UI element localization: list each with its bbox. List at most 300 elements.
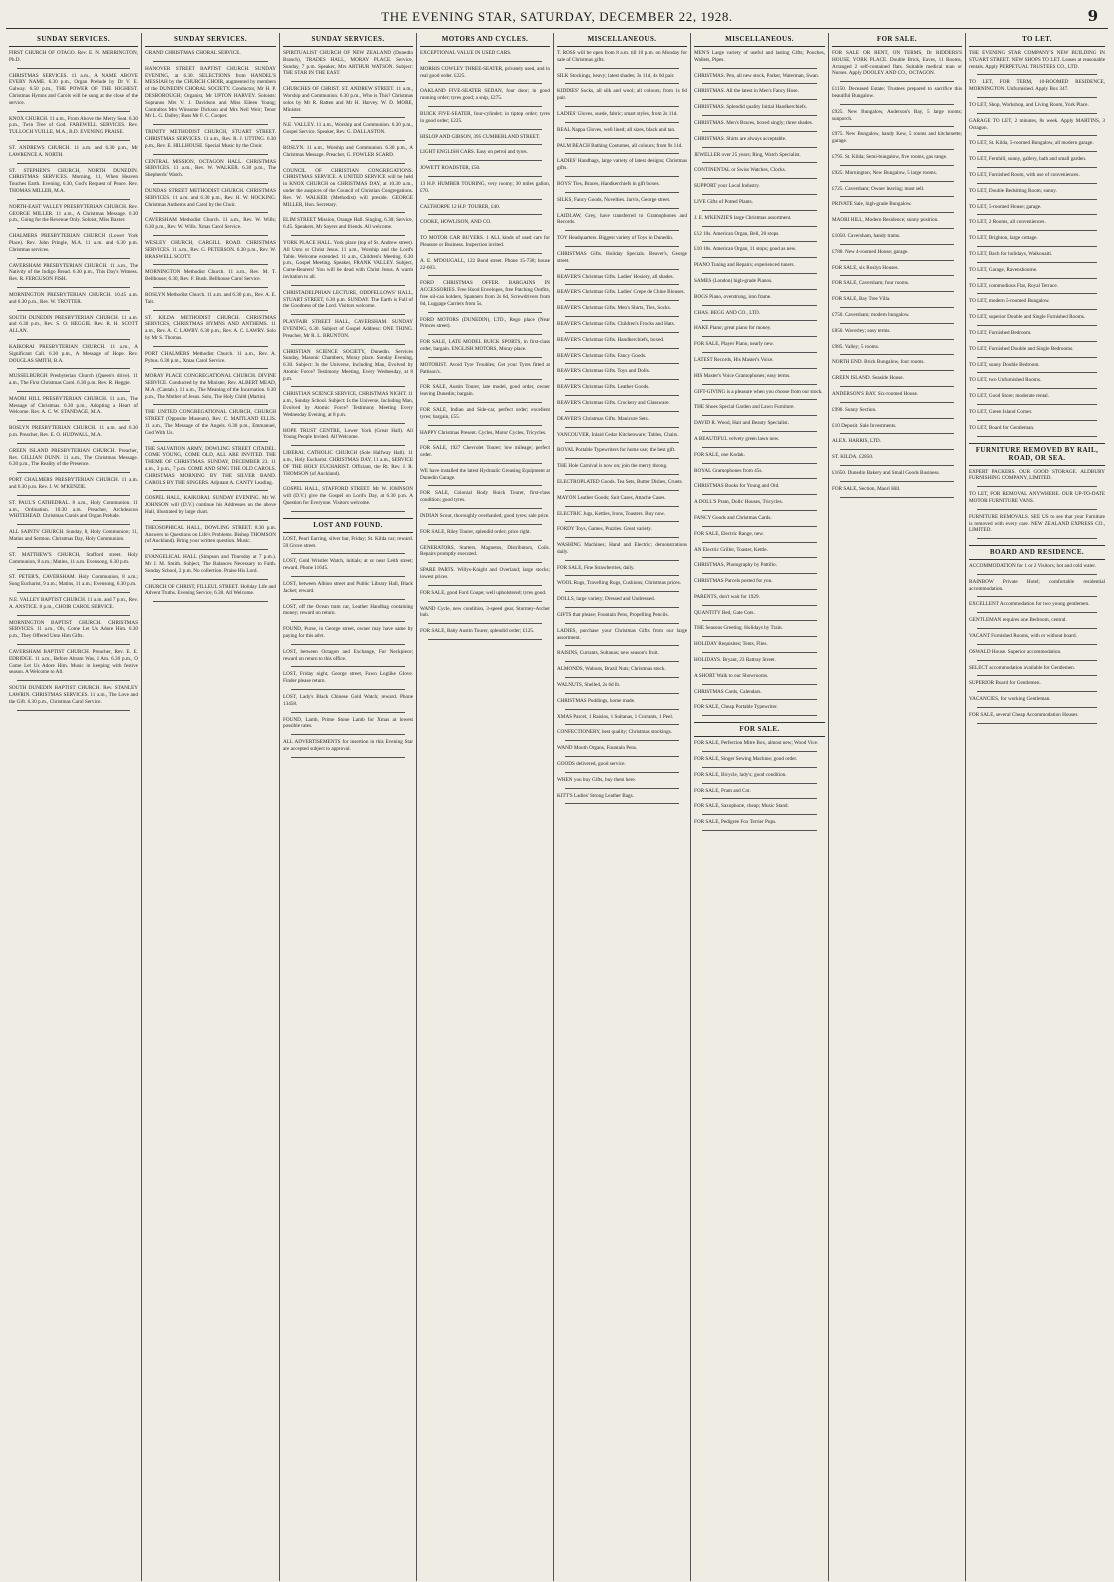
column-sunday-services-1 <box>6 33 142 1581</box>
classified-ad: CHRISTIAN SCIENCE SOCIETY, Dunedin. Services Sunday, Masonic Chambers, Moray place. Sunday Evening, 6.30. Subject: Is the Universe, Including Man, Evolved by Atomic Force? Testimony Meeting, Every Wednesday, at 8 p.m. <box>283 348 413 382</box>
ad-divider <box>153 264 268 265</box>
classified-ad: £10 Deposit. Sale Investments. <box>832 422 897 429</box>
classified-ad: ALEX. HARRIS, LTD. <box>832 438 881 445</box>
classified-ad: ST. KILDA. £2850. <box>832 454 874 461</box>
classified-ad: BEAVER'S Christmas Gifts. Crockery and Glassware. <box>557 399 670 406</box>
ad-divider <box>291 344 405 345</box>
ad-divider <box>17 111 130 112</box>
classified-ad: THEOSOPHICAL HALL, DOWLING STREET. 8.30 p.m. Answers to Questions on Life's Problems. Bishop THOMSON (of Auckland). Bring your written question. Music. <box>145 524 276 545</box>
ad-divider <box>153 601 268 602</box>
classified-ad: THE Hole Carnival is now on; join the merry throng. <box>557 463 668 470</box>
ad-divider <box>428 639 542 640</box>
ad-divider <box>702 115 817 116</box>
classified-ad: FOR SALE, Pram and Cot. <box>694 787 751 794</box>
ad-divider <box>702 384 817 385</box>
ad-divider <box>17 258 130 259</box>
classified-ad: BEAVER'S Christmas Gifts. Toys and Dolls. <box>557 368 651 375</box>
ad-divider <box>17 547 130 548</box>
classified-ad: OAKLAND FIVE-SEATER SEDAN, four door; in good running order; tyres good; a snip, £275. <box>420 88 550 102</box>
ad-divider <box>428 425 542 426</box>
ad-divider <box>291 445 405 446</box>
ad-divider <box>17 420 130 421</box>
classified-ad: THE Shoes Special Garden and Lawn Furniture. <box>694 404 795 411</box>
masthead-title: THE EVENING STAR, SATURDAY, DECEMBER 22, 1928. <box>381 9 733 24</box>
ad-divider <box>840 104 954 105</box>
ad-divider <box>17 391 130 392</box>
ad-divider <box>565 474 679 475</box>
classified-ad: FOR SALE, Indian and Side-car, perfect order; excellent tyres; bargain, £55. <box>420 406 550 420</box>
ad-divider <box>428 562 542 563</box>
ad-divider <box>840 275 954 276</box>
classified-ad: CHRISTMAS SERVICES. 11 a.m., A NAME ABOVE EVERY NAME. 6.30 p.m., Organ Prelude by Dr V. E. Galway. 6.50 p.m., THE POWER OF THE HIGHEST. Christmas Hymns and Carols will be sung at the close of the service. <box>9 72 138 106</box>
column-header: SUNDAY SERVICES. <box>145 33 276 47</box>
classified-ad: £975. New Bungalow, handy Kew, 5 rooms and kitchenette; garage. <box>832 131 962 145</box>
ad-divider <box>428 176 542 177</box>
classified-ad: FOR SALE, Baby Austin Tourer, splendid order; £125. <box>420 628 535 635</box>
ad-divider <box>428 334 542 335</box>
ad-divider <box>291 712 405 713</box>
classified-ad: NORTH END. Brick Bungalow, four rooms. <box>832 359 925 366</box>
ad-divider <box>17 163 130 164</box>
ad-divider <box>428 83 542 84</box>
ad-divider <box>565 411 679 412</box>
classified-ad: BEAVER'S Christmas Gifts. Ladies' Hosiery, all shades. <box>557 273 674 280</box>
ad-divider <box>153 124 268 125</box>
classified-ad: WE have installed the latest Hydraulic Greasing Equipment at Dunedin Garage. <box>420 467 550 481</box>
classified-ad: KAIKORAI PRESBYTERIAN CHURCH. 11 a.m., A Significant Call. 6.30 p.m., A Message of Hope. Rev. DOUGLAS SMITH, B.A. <box>9 343 138 364</box>
ad-divider <box>702 605 817 606</box>
classified-ad: ALL SAINTS' CHURCH. Sunday, 8, Holy Communion; 11, Matins and Sermon. Christmas Day, Holy Communion. <box>9 529 138 543</box>
ad-divider <box>702 767 817 768</box>
classified-ad: £1050. Caversham, handy trams. <box>832 232 901 239</box>
ad-divider <box>565 176 679 177</box>
classified-ad: REAL Nappa Gloves, well lined; all sizes, black and tan. <box>557 126 676 133</box>
ad-divider <box>977 97 1097 98</box>
classified-ad: BEAVER'S Christmas Gifts. Ladies' Crepe de Chine Blouses. <box>557 289 685 296</box>
ad-divider <box>840 433 954 434</box>
classified-ad: THE Seasons Greeting. Holidays by Train. <box>694 625 783 632</box>
ad-divider <box>565 427 679 428</box>
classified-ad: £1150. Deceased Estate; Trustees prepared to sacrifice this beautiful Bungalow. <box>832 86 962 99</box>
ads-list <box>969 50 1105 437</box>
ads-list <box>420 50 550 640</box>
ad-divider <box>702 510 817 511</box>
classified-ad: TO LET, Furnished Room, with use of conveniences. <box>969 171 1080 178</box>
ad-divider <box>565 788 679 789</box>
ad-divider <box>840 370 954 371</box>
ad-divider <box>291 666 405 667</box>
masthead <box>6 6 1108 29</box>
classified-ad: CAVERSHAM Methodist Church. 11 a.m., Rev. W. Wills; 6.30 p.m., Rev. W. Wills. Xmas Carol Service. <box>145 217 276 231</box>
classified-ad: N.E. VALLEY BAPTIST CHURCH. 11 a.m. and 7 p.m., Rev. A. ANSTICE. 8 p.m., CHOIR CAROL SERVICE. <box>9 597 138 610</box>
ad-divider <box>840 291 954 292</box>
classified-ad: FOR SALE, Section, Maori Hill. <box>832 485 901 492</box>
ad-divider <box>565 490 679 491</box>
ad-divider <box>565 677 679 678</box>
classified-ad: BEAVER'S Christmas Gifts. Children's Frocks and Hats. <box>557 320 675 327</box>
ad-divider <box>565 693 679 694</box>
ads-list <box>969 563 1105 724</box>
ad-divider <box>977 486 1097 487</box>
classified-ad: INDIAN Scout, thoroughly overhauled; good tyres; sale price. <box>420 513 550 520</box>
ad-divider <box>428 61 542 62</box>
section-header-board-residence: BOARD AND RESIDENCE. <box>969 545 1105 560</box>
ad-divider <box>977 372 1097 373</box>
ad-divider <box>428 253 542 254</box>
classified-ad: CHRISTMAS. Shirts are always acceptable. <box>694 135 787 142</box>
ad-divider <box>702 226 817 227</box>
classified-ad: BEAVER'S Christmas Gifts. Men's Shirts, Ties, Socks. <box>557 305 671 312</box>
column-header: FOR SALE. <box>832 33 962 47</box>
classified-ad: WAND Mouth Organs, Fountain Pens. <box>557 745 638 752</box>
ad-divider <box>428 144 542 145</box>
classified-ad: LOST, between Octagon and Exchange, Fur Neckpiece; reward on return to this office. <box>283 648 413 662</box>
ad-divider <box>17 228 130 229</box>
ads-list <box>694 740 825 831</box>
ad-divider <box>977 341 1097 342</box>
ad-divider <box>977 723 1097 724</box>
ad-divider <box>428 601 542 602</box>
classified-ad: THE UNITED CONGREGATIONAL CHURCH, CHURCH STREET (Opposite Museum). Rev. C. MAITLAND ELLIS. 11 a.m., The Message of the Angels. 6.30 p.m., Emmanuel, God With Us. <box>145 409 276 436</box>
classified-ad: FORD CHRISTMAS OFFER. BARGAINS IN ACCESSORIES. Free Hood Envelopes, free Patching Outfits, free oil-can holders, Spanners from 2s 6d, Screwdrivers from 6d, Luggage Carriers from 5s. <box>420 280 550 307</box>
classified-ad: DOLLS, large variety; Dressed and Undressed. <box>557 596 656 603</box>
classified-ad: ROYAL Portable Typewriters for home use; the best gift. <box>557 447 676 454</box>
classified-ad: £990. Sunny Section. <box>832 406 877 413</box>
ad-divider <box>702 699 817 700</box>
ad-divider <box>291 576 405 577</box>
ad-divider <box>17 310 130 311</box>
ad-divider <box>428 463 542 464</box>
classified-ad: LOST, Friday night, George street, Fawn Loglike Glove. Finder please return. <box>283 671 413 685</box>
ad-divider <box>17 524 130 525</box>
classified-ad: LIVE Gifts of Potted Plants. <box>694 198 753 205</box>
classified-ad: GIFT-GIVING is a pleasure when you choose from our stock. <box>694 388 823 395</box>
classified-ad: DEAVER'S Christmas Gifts. Manicure Sets. <box>557 415 649 422</box>
classified-ad: WOOL Rugs, Travelling Rugs, Cushions; Christmas prices. <box>557 580 681 587</box>
classified-ad: HISLOP AND GIBSON, 395 CUMBERLAND STREET. <box>420 133 541 140</box>
ad-divider <box>702 289 817 290</box>
ad-divider <box>17 199 130 200</box>
classified-ad: THE EVENING STAR COMPANY'S NEW BUILDING IN STUART STREET. NEW SHOPS TO LET. Leases at reasonable rentals. Apply PERPETUAL TRUSTEES CO., LTD. <box>969 50 1105 70</box>
ad-divider <box>977 262 1097 263</box>
ad-divider <box>977 420 1097 421</box>
ad-divider <box>977 293 1097 294</box>
ad-divider <box>291 212 405 213</box>
ad-divider <box>565 106 679 107</box>
classified-ad: JEWELLER over 25 years; Ring, Watch Specialist. <box>694 151 801 158</box>
classified-ad: EXCELLENT Accommodation for two young gentlemen. <box>969 601 1090 608</box>
ad-divider <box>977 151 1097 152</box>
classified-ad: FOUND, Purse, in George street, owner may have same by paying for this advt. <box>283 626 413 640</box>
classified-ad: TO LET, Bach for holidays, Waikouaiti. <box>969 250 1053 257</box>
classified-ad: MORRIS COWLEY THREE-SEATER, privately used, and in real good order. £225. <box>420 65 550 79</box>
classified-ad: BEAVER'S Christmas Gifts. Handkerchiefs, boxed. <box>557 336 665 343</box>
classified-ad: SPARE PARTS. Willys-Knight and Overland; large stocks; lowest prices. <box>420 567 550 581</box>
ad-divider <box>702 652 817 653</box>
classified-ad: £850. Waverley; easy terms. <box>832 327 891 334</box>
classified-ad: MORAY PLACE CONGREGATIONAL CHURCH. DIVINE SERVICE. Conducted by the Minister, Rev. ALBERT MEAD, M.A. (Cantab.). 11 a.m., The Meaning of the Incarnation. 6.30 p.m., The Mother of Jesus. Solo, The Holy Child (Martin). <box>145 373 276 400</box>
ad-divider <box>977 628 1097 629</box>
ad-divider <box>977 596 1097 597</box>
ad-divider <box>291 163 405 164</box>
classified-ad: LIBERAL CATHOLIC CHURCH (Sole Halfway Hall). 11 a.m., Holy Eucharist. CHRISTMAS DAY, 11 a.m., SERVICE OF THE HOLY EUCHARIST. Officiant, the Rt. Rev. J. R. THOMSON (of Auckland). <box>283 450 413 477</box>
classified-ad: ROSLYN PRESBYTERIAN CHURCH. 11 a.m. and 6.30 p.m. Preacher, Rev. E. O. HUDWALL, M.A. <box>9 425 138 439</box>
classified-ad: NORTH-EAST VALLEY PRESBYTERIAN CHURCH. Rev. GEORGE MILLER. 11 a.m., A Christmas Message. 6.30 p.m., Going for the Revenue Only. Soloist, Miss Baxter. <box>9 203 138 224</box>
classified-ad: MEN'S Large variety of useful and lasting Gifts; Pouches, Wallets, Pipes. <box>694 50 825 63</box>
classified-ad: CHRISTMAS Gifts. Holiday Specials. Beaver's, George street. <box>557 250 687 264</box>
classified-ad: EVANGELICAL HALL (Simpson and Thursday at 7 p.m.). Mr J. M. Smith. Subject, The Balances Necessary to Faith. Sunday School, 2 p.m. No collection. Praise His Lord. <box>145 554 276 574</box>
classified-ad: MUSSELBURGH Presbyterian Church (Queen's drive). 11 a.m., The First Christmas Carol. 6.30 p.m. Rev. R. Heggie. <box>9 373 138 387</box>
classified-ad: £925. Mornington; New Bungalow, 5 large rooms. <box>832 169 937 176</box>
ad-divider <box>977 357 1097 358</box>
classified-ad: LOST, Pearl Earring, silver bar, Friday; St. Kilda car; reward. 59 Grove street. <box>283 535 413 549</box>
classified-ad: VACANCIES, for working Gentleman. <box>969 696 1051 703</box>
ads-list <box>145 50 276 602</box>
ad-divider <box>291 386 405 387</box>
section-header-lost-found: LOST AND FOUND. <box>283 518 413 533</box>
ad-divider <box>565 591 679 592</box>
column-to-let <box>966 33 1108 1581</box>
ad-divider <box>565 709 679 710</box>
ad-divider <box>840 149 954 150</box>
ad-divider <box>291 734 405 735</box>
classified-ad: COUNCIL OF CHRISTIAN CONGREGATIONS. CHRISTMAS SERVICE. A UNITED SERVICE will be held in KNOX CHURCH on CHRISTMAS DAY, at 10.30 a.m., under the auspices of the Council of Christian Congregations. Rev. W. WALKER (Methodist) will preside. GEORGE MILLER, Hon. Secretary. <box>283 167 413 208</box>
classified-ad: ALMONDS, Walnuts, Brazil Nuts; Christmas stock. <box>557 666 666 673</box>
ad-divider <box>840 323 954 324</box>
ad-divider <box>702 463 817 464</box>
ad-divider <box>17 495 130 496</box>
page-number: 9 <box>1087 7 1098 25</box>
classified-ad: MORNINGTON Methodist Church. 11 a.m., Rev. M. T. Bellhouse; 6.30, Rev. F. Bush. Bellhouse Carol Service. <box>145 269 276 283</box>
ad-divider <box>291 140 405 141</box>
ad-divider <box>702 542 817 543</box>
classified-ad: TO LET, Fernhill, sunny, gallery, bath and small garden. <box>969 156 1087 163</box>
ad-divider <box>428 485 542 486</box>
classified-ad: J. E. M'KENZIE'S large Christmas assortment. <box>694 214 792 221</box>
classified-ad: TO LET, 2 Rooms, all conveniences. <box>969 219 1046 226</box>
ad-divider <box>702 751 817 752</box>
ad-divider <box>840 165 954 166</box>
classified-ad: TOY Headquarters. Biggest variety of Toys in Dunedin. <box>557 235 674 242</box>
ad-divider <box>977 691 1097 692</box>
ad-divider <box>565 458 679 459</box>
classified-ad: ALL ADVERTISEMENTS for insertion in this Evening Star are accepted subject to approval. <box>283 739 413 752</box>
classified-ad: FOR SALE, one Kodak. <box>694 451 745 458</box>
ad-divider <box>153 368 268 369</box>
ad-divider <box>153 287 268 288</box>
ad-divider <box>565 348 679 349</box>
ad-divider <box>428 540 542 541</box>
ad-divider <box>17 368 130 369</box>
ad-divider <box>153 212 268 213</box>
ad-divider <box>565 269 679 270</box>
ad-divider <box>977 113 1097 114</box>
classified-ad: GOSPEL HALL, KAIKORAI. SUNDAY EVENING. Mr W. JOHNSON will (D.V.) continue his Addresses on the above Hall, illustrated by large chart. <box>145 495 276 516</box>
ad-divider <box>702 589 817 590</box>
ad-divider <box>977 707 1097 708</box>
classified-ad: TO LET, Board for Gentleman. <box>969 424 1035 431</box>
ad-divider <box>977 135 1097 136</box>
ad-divider <box>840 386 954 387</box>
ad-divider <box>977 644 1097 645</box>
classified-ad: FOR SALE, good Ford Coupe; well upholstered; tyres good. <box>420 589 547 596</box>
classified-ad: A DOLL'S Pram, Dolls' Houses, Tricycles. <box>694 499 783 506</box>
classified-ad: PALM BEACH Bathing Costumes, all colours; from 9s 11d. <box>557 142 683 149</box>
classified-ad: TO LET, modern 5-roomed Bungalow. <box>969 298 1050 305</box>
ad-divider <box>291 599 405 600</box>
classified-ad: LADIES' Gloves, suede, fabric; smart styles, from 2s 11d. <box>557 110 678 117</box>
ads-list <box>969 469 1105 540</box>
ad-divider <box>565 332 679 333</box>
classified-ad: LADIES' Handbags, large variety of latest designs; Christmas gifts. <box>557 158 687 172</box>
ad-divider <box>565 363 679 364</box>
classified-ad: LOST, between Albion street and Public Library Hall, Black Jacket; reward. <box>283 581 413 594</box>
classified-ad: FOR SALE, Fine Strawberries, daily. <box>557 564 635 571</box>
classified-ad: WAND Cycle, new condition, 3-speed gear, Sturmey-Archer hub. <box>420 605 550 619</box>
ad-divider <box>17 710 130 711</box>
ad-divider <box>291 757 405 758</box>
classified-ad: EXPERT PACKERS. OUR GOOD STORAGE. ALDBURY FURNISHING COMPANY, LIMITED. <box>969 468 1105 482</box>
classified-ad: KNOX CHURCH. 11 a.m., From Above the Merry Seat. 6.30 p.m., Twin Tree of God. FAREWELL SERVICES. Rev. TULLOCH YUILLE, M.A., B.D. EVENING PRAISE. <box>9 115 138 136</box>
classified-ad: FOR SALE, Player Piano, nearly new. <box>694 341 774 348</box>
classified-ad: FOR SALE, LATE MODEL BUICK SPORTS, in first-class order, bargain. ENGLISH MOTORS, Moray place. <box>420 339 550 352</box>
classified-ad: ROSLYN. 11 a.m., Worship and Communion. 6.30 p.m., A Christmas Message. Preacher, G. FOWLER SCARD. <box>283 144 413 158</box>
ad-divider <box>428 357 542 358</box>
ad-divider <box>702 83 817 84</box>
classified-ad: FOR SALE, Singer Sewing Machine; good order. <box>694 756 798 763</box>
ad-divider <box>17 443 130 444</box>
ad-divider <box>702 68 817 69</box>
classified-ad: XMAS Parcel, 1 Raisins, 1 Sultanas, 1 Currants, 1 Peel. <box>557 713 674 720</box>
classified-ad: CHRISTMAS. Pen, all new stock, Parker, Waterman, Swan. <box>694 72 820 79</box>
ad-divider <box>702 320 817 321</box>
column-header: MISCELLANEOUS. <box>694 33 825 47</box>
classified-ad: £780. New 4-roomed House; garage. <box>832 248 909 255</box>
classified-ad: MAORI HILL, Modern Residence; sunny position. <box>832 217 939 224</box>
classified-ad: FOR SALE OR RENT, ON TERMS, Dr RIDDERS'S HOUSE, YORK PLACE. Double Brick, Eaves, 11 Rooms, Arranged 2 self-contained flats. Suitable medical man or Nurses. Apply DOOLEY AND CO., OCTAGON. <box>832 50 962 77</box>
classified-ad: WHEN you buy Gifts, buy them here. <box>557 776 636 783</box>
ad-divider <box>977 278 1097 279</box>
ad-divider <box>702 557 817 558</box>
classified-ad: ST. MATTHEW'S CHURCH, Stafford street. Holy Communion, 8 a.m.; Matins, 11 a.m. Evensong, 6.30 p.m. <box>9 551 138 565</box>
ad-divider <box>840 481 954 482</box>
classified-ad: ROSLYN Methodist Church. 11 a.m. and 6.30 p.m., Rev. A. E. Tait. <box>145 291 276 305</box>
classified-ad: BOYS' Ties, Braces, Handkerchiefs in gift boxes. <box>557 180 660 187</box>
classified-ad: OSWALD House. Superior accommodation. <box>969 648 1062 655</box>
ad-divider <box>153 579 268 580</box>
ad-divider <box>565 122 679 123</box>
ad-divider <box>702 210 817 211</box>
classified-ad: TO LET, two Unfurnished Rooms. <box>969 377 1042 384</box>
classified-ad: GARAGE TO LET, 2 minutes, 8s week. Apply MARTINS, 3 Octagon. <box>969 117 1105 131</box>
classified-ad: CHRISTMAS Puddings, home made. <box>557 697 636 704</box>
classified-ad: ST. KILDA METHODIST CHURCH. CHRISTMAS SERVICES, CHRISTMAS HYMNS AND ANTHEMS. 11 a.m., Rev. A. C. LAWRY. 6.30 p.m., Rev. A. C. LAWRY. Solo by Mr S. Thomas. <box>145 314 276 341</box>
ad-divider <box>153 520 268 521</box>
ads-list <box>283 50 413 512</box>
classified-ad: TO LET, commodious Flat, Royal Terrace. <box>969 282 1058 289</box>
ad-divider <box>840 307 954 308</box>
ad-divider <box>428 312 542 313</box>
ad-divider <box>565 83 679 84</box>
ad-divider <box>565 284 679 285</box>
classified-ad: CHRISTMAS. All the latest in Men's Fancy Hose. <box>694 88 799 95</box>
ad-divider <box>702 526 817 527</box>
ad-divider <box>702 830 817 831</box>
classified-ad: CALTHORPE 12 H.P. TOURER, £40. <box>420 203 501 210</box>
ad-divider <box>840 354 954 355</box>
classified-ad: SUPPORT your Local Industry. <box>694 183 760 190</box>
classified-ad: ACCOMMODATION for 1 or 2 Visitors; hot and cold water. <box>969 563 1096 570</box>
ad-divider <box>565 560 679 561</box>
classified-ad: FURNITURE REMOVALS. SEE US to see that your Furniture is removed with every care. NEW ZEALAND EXPRESS CO., LIMITED. <box>969 513 1105 534</box>
classified-ad: DAVID R. Wood, Hair and Beauty Specialist. <box>694 420 789 427</box>
ad-divider <box>977 325 1097 326</box>
classified-ad: FOR SALE, Perfection Mitre Box, almost new; Wood Vice. <box>694 740 819 747</box>
classified-ad: SOUTH DUNEDIN BAPTIST CHURCH. Rev. STANLEY LAWRIN. CHRISTMAS SERVICES. 11 a.m., The Love and the Gift. 6.30 p.m., Christmas Carol Service. <box>9 685 138 705</box>
ad-divider <box>702 814 817 815</box>
classified-ad: FOR SALE, Bicycle, lady's; good condition. <box>694 771 787 778</box>
classified-ad: FORDY Toys, Games, Puzzles. Great variety. <box>557 526 652 533</box>
ad-divider <box>565 740 679 741</box>
classified-ad: TO LET, sunny Double Bedroom. <box>969 361 1040 368</box>
ad-divider <box>977 74 1097 75</box>
classified-ad: PRIVATE Sale, high-grade Bungalow. <box>832 201 912 208</box>
ad-divider <box>153 183 268 184</box>
ad-divider <box>702 668 817 669</box>
ad-divider <box>565 772 679 773</box>
classified-ad: BOGS Piano, overstrung, iron frame. <box>694 293 772 300</box>
ad-divider <box>702 194 817 195</box>
classified-ad: CONFECTIONERY, best quality; Christmas stockings. <box>557 729 672 736</box>
ad-divider <box>977 612 1097 613</box>
ad-divider <box>565 316 679 317</box>
classified-ad: £925. New Bungalow, Anderson's Bay, 5 large rooms; sunporch. <box>832 108 962 122</box>
classified-ad: FIRST CHURCH OF OTAGO. Rev. E. N. MERRINGTON, Ph.D. <box>9 50 138 63</box>
ad-divider <box>153 61 268 62</box>
ad-divider <box>840 244 954 245</box>
ad-divider <box>291 117 405 118</box>
column-header: MOTORS AND CYCLES. <box>420 33 550 47</box>
classified-ad: BEAVER'S Christmas Gifts. Leather Goods. <box>557 384 650 391</box>
ad-divider <box>702 352 817 353</box>
column-header: SUNDAY SERVICES. <box>9 33 138 47</box>
classified-ad: PLAYFAIR STREET HALL, CAVERSHAM. SUNDAY EVENING, 6.30. Subject of Gospel Address: ONE THING. Preacher, Mr R. L. BRUNTON. <box>283 319 413 339</box>
classified-ad: TO LET, Brighton, large cottage. <box>969 235 1038 242</box>
classified-ad: T. ROSS will be open from 8 a.m. till 10 p.m. on Monday for sale of Christmas gifts. <box>557 50 687 63</box>
ad-divider <box>840 81 954 82</box>
classified-ad: £725. Caversham; Owner leaving; must sell. <box>832 185 925 192</box>
classified-ad: £10 10s. American Organ, 11 stops; good as new. <box>694 246 797 253</box>
classified-ad: YORK PLACE HALL. York place (top of St. Andrew street). All Unto or Christ Jesus. 11 a.m., Worship and the Lord's Table. Welcome extended. 11 a.m., Children's Meeting. 6.30 p.m., Gospel Meeting. Speaker, FRANK VALLEY. Subject, Curse-Bearers! You will be dead with Christ Jesus. A warm invitation to all. <box>283 239 413 280</box>
classified-ad: AN Electric Griller, Toaster, Kettle. <box>694 546 768 553</box>
ad-divider <box>17 472 130 473</box>
ad-divider <box>565 379 679 380</box>
ad-divider <box>977 388 1097 389</box>
ad-divider <box>153 235 268 236</box>
classified-ad: LATEST Records, His Master's Voice. <box>694 356 774 363</box>
classified-ad: BEAVER'S Christmas Gifts. Fancy Goods. <box>557 352 647 359</box>
classified-ad: MORNINGTON BAPTIST CHURCH. CHRISTMAS SERVICES. 11 a.m., Oh, Come Let Us Adore Him. 6.30 p.m., They Offered Unto Him Gifts. <box>9 619 138 640</box>
ad-divider <box>428 508 542 509</box>
column-header: TO LET. <box>969 33 1105 47</box>
ad-divider <box>840 212 954 213</box>
classified-ad: CAVERSHAM BAPTIST CHURCH. Preacher, Rev. E. E. EDRIDGE. 11 a.m., Before Abram Was, I Am. 6.30 p.m., O Come Let Us Adore Him. Music in keeping with festive season. A Welcome to All. <box>9 649 138 676</box>
classified-ad: N.E. VALLEY. 11 a.m., Worship and Communion. 6.30 p.m., Gospel Service. Speaker, Rev. G. DALLASTON. <box>283 122 413 136</box>
classified-ad: ST. PAUL'S CATHEDRAL. 8 a.m., Holy Communion. 11 a.m., Ordination. 10.30 a.m. Preacher, Archdeacon WHITEHEAD. Christmas Carols and Organ Prelude. <box>9 499 138 520</box>
classified-ad: HAPPY Christmas Present. Cycles, Motor Cycles, Tricycles. <box>420 429 547 436</box>
classified-ad: 13 H.P. HUMBER TOURING, very roomy; 30 miles gallon, £70. <box>420 180 550 194</box>
classified-ad: CHURCHES OF CHRIST. ST. ANDREW STREET. 11 a.m., Worship and Communion. 6.30 p.m., Who is This? Christmas solos by Mr R. Ratten and Mr H. Harvey. W. D. MORE, Minister. <box>283 86 413 113</box>
